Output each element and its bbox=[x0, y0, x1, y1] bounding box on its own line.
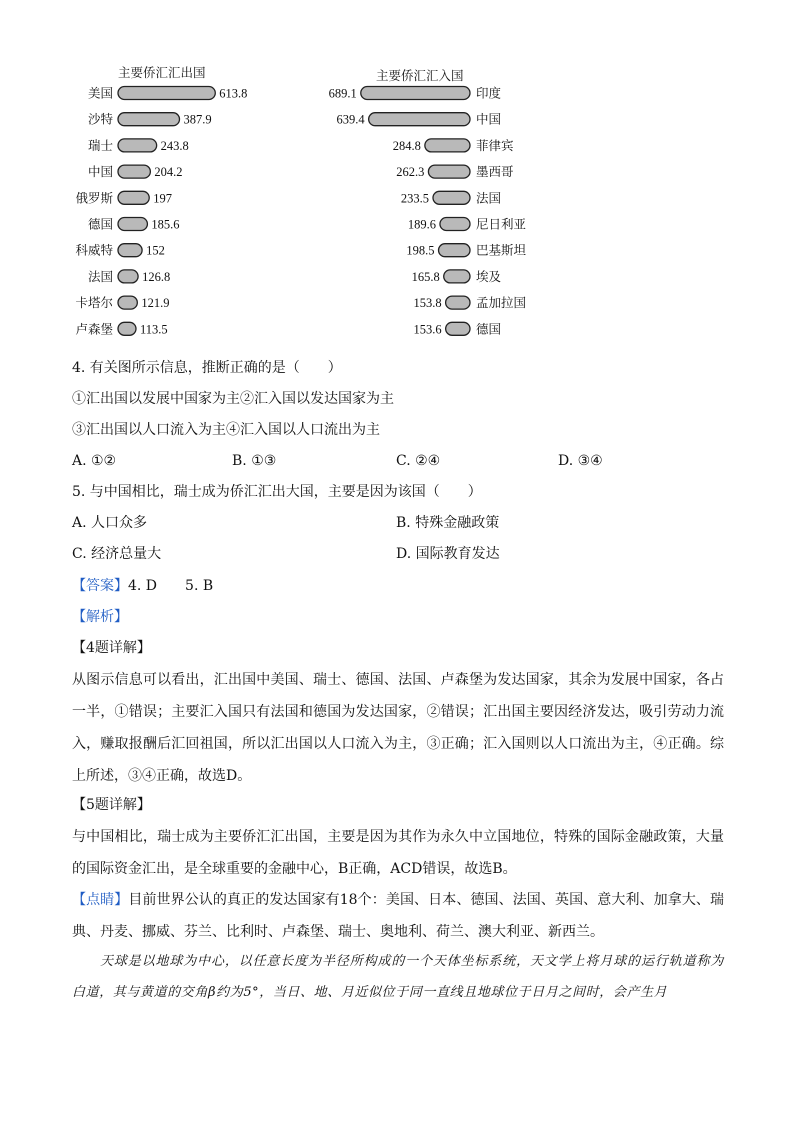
outflow-value-label: 113.5 bbox=[139, 322, 168, 337]
inflow-value-label: 639.4 bbox=[336, 112, 365, 127]
outflow-bar bbox=[118, 244, 142, 257]
remittance-charts bbox=[0, 0, 794, 345]
outflow-value-label: 185.6 bbox=[151, 217, 180, 232]
inflow-chart-title: 主要侨汇汇入国 bbox=[376, 68, 464, 83]
outflow-value-label: 197 bbox=[153, 191, 172, 206]
inflow-bar-chart bbox=[329, 86, 527, 337]
q4-detail-text: 从图示信息可以看出，汇出国中美国、瑞士、德国、法国、卢森堡为发达国家，其余为发展中国家，各占一半，①错误；主要汇入国只有法国和德国为发达国家，②错误；汇出国主要因经济发达，吸引劳动力流入，赚取报酬后汇回祖国，所以汇出国以人口流入为主，③正确；汇入国则以人口流出为主，④正确。综上所述，③④正确，故选D。 bbox=[72, 672, 724, 784]
inflow-bar bbox=[361, 87, 470, 100]
q5-detail-text: 与中国相比，瑞士成为主要侨汇汇出国，主要是因为其作为永久中立国地位，特殊的国际金融政策，大量的国际资金汇出，是全球重要的金融中心，B正确，ACD错误，故选B。 bbox=[72, 829, 724, 877]
outflow-category-label: 中国 bbox=[87, 164, 113, 180]
outflow-bar bbox=[118, 270, 138, 283]
inflow-bar bbox=[439, 244, 470, 257]
inflow-bar bbox=[369, 113, 470, 126]
inflow-value-label: 284.8 bbox=[392, 138, 421, 153]
outflow-category-label: 俄罗斯 bbox=[75, 190, 113, 206]
q5-option-a: A. 人口众多 bbox=[72, 515, 148, 531]
outflow-bar bbox=[118, 139, 157, 152]
q5-option-d: D. 国际教育发达 bbox=[396, 546, 500, 562]
q5-stem: 5. 与中国相比，瑞士成为侨汇汇出大国，主要是因为该国（ ） bbox=[72, 484, 482, 500]
q4-option-a: A. ①② bbox=[72, 453, 117, 469]
inflow-category-label: 德国 bbox=[476, 321, 502, 337]
q4-option-c: C. ②④ bbox=[396, 453, 441, 469]
inflow-category-label: 菲律宾 bbox=[476, 137, 514, 153]
inflow-bar bbox=[428, 165, 470, 178]
outflow-value-label: 204.2 bbox=[154, 165, 183, 180]
inflow-bar bbox=[446, 322, 470, 335]
inflow-value-label: 189.6 bbox=[407, 217, 436, 232]
q5-option-c: C. 经济总量大 bbox=[72, 546, 162, 562]
q4-detail-tag: 【4题详解】 bbox=[72, 640, 151, 656]
tip-text: 目前世界公认的真正的发达国家有18个：美国、日本、德国、法国、英国、意大利、加拿大、瑞典、丹麦、挪威、芬兰、比利时、卢森堡、瑞士、奥地利、荷兰、澳大利亚、新西兰。 bbox=[72, 892, 725, 940]
outflow-category-label: 卢森堡 bbox=[75, 321, 113, 337]
tip-block bbox=[72, 884, 724, 948]
outflow-category-label: 沙特 bbox=[87, 111, 113, 127]
inflow-value-label: 262.3 bbox=[396, 165, 425, 180]
q5-detail-tag: 【5题详解】 bbox=[72, 797, 151, 813]
inflow-value-label: 689.1 bbox=[328, 86, 357, 101]
q4-option-b: B. ①③ bbox=[232, 453, 277, 469]
inflow-value-label: 165.8 bbox=[411, 269, 440, 284]
answer-tag: 【答案】 bbox=[72, 578, 128, 594]
outflow-bar bbox=[118, 218, 147, 231]
outflow-value-label: 121.9 bbox=[141, 296, 170, 311]
outflow-value-label: 243.8 bbox=[160, 138, 189, 153]
outflow-value-label: 613.8 bbox=[219, 86, 248, 101]
q4-option-d: D. ③④ bbox=[558, 453, 603, 469]
q4-statement-2: ③汇出国以人口流入为主④汇入国以人口流出为主 bbox=[72, 422, 380, 438]
inflow-category-label: 印度 bbox=[476, 85, 502, 101]
outflow-category-label: 科威特 bbox=[75, 242, 113, 258]
outflow-value-label: 387.9 bbox=[183, 112, 212, 127]
analysis-tag: 【解析】 bbox=[72, 609, 128, 625]
outflow-bar bbox=[118, 87, 215, 100]
inflow-value-label: 233.5 bbox=[400, 191, 429, 206]
tip-tag: 【点睛】 bbox=[72, 892, 129, 908]
outflow-category-label: 卡塔尔 bbox=[75, 295, 113, 311]
outflow-chart-title: 主要侨汇汇出国 bbox=[118, 65, 206, 80]
inflow-category-label: 墨西哥 bbox=[476, 164, 514, 180]
outflow-value-label: 152 bbox=[146, 243, 165, 258]
inflow-bar bbox=[433, 191, 470, 204]
outflow-category-label: 德国 bbox=[87, 216, 113, 232]
inflow-category-label: 法国 bbox=[476, 190, 502, 206]
inflow-bar bbox=[425, 139, 470, 152]
q5-option-b: B. 特殊金融政策 bbox=[396, 515, 500, 531]
outflow-bar bbox=[118, 113, 179, 126]
answer-text: 4. D 5. B bbox=[128, 578, 214, 594]
inflow-value-label: 153.6 bbox=[413, 322, 442, 337]
outflow-bar bbox=[118, 296, 137, 309]
inflow-category-label: 孟加拉国 bbox=[476, 295, 527, 311]
inflow-category-label: 尼日利亚 bbox=[476, 216, 527, 232]
outflow-bar-chart bbox=[75, 86, 247, 337]
inflow-bar bbox=[446, 296, 470, 309]
next-passage: 天球是以地球为中心，以任意长度为半径所构成的一个天体坐标系统，天文学上将月球的运行轨道称为白道，其与黄道的交角β约为5°，当日、地、月近似位于同一直线且地球位于日月之间时，会产生月 bbox=[72, 954, 724, 1000]
outflow-bar bbox=[118, 165, 150, 178]
q4-statement-1: ①汇出国以发展中国家为主②汇入国以发达国家为主 bbox=[72, 391, 394, 407]
outflow-bar bbox=[118, 191, 149, 204]
q4-stem: 4. 有关图所示信息，推断正确的是（ ） bbox=[72, 360, 342, 376]
inflow-value-label: 153.8 bbox=[413, 296, 442, 311]
inflow-value-label: 198.5 bbox=[406, 243, 435, 258]
answer-line bbox=[72, 576, 213, 596]
inflow-bar bbox=[440, 218, 470, 231]
inflow-category-label: 巴基斯坦 bbox=[476, 242, 527, 258]
inflow-bar bbox=[444, 270, 470, 283]
outflow-category-label: 美国 bbox=[87, 85, 113, 101]
outflow-category-label: 法国 bbox=[87, 268, 113, 284]
outflow-category-label: 瑞士 bbox=[87, 137, 113, 153]
inflow-category-label: 中国 bbox=[476, 111, 502, 127]
outflow-value-label: 126.8 bbox=[142, 269, 171, 284]
inflow-category-label: 埃及 bbox=[476, 268, 502, 284]
outflow-bar bbox=[118, 322, 136, 335]
